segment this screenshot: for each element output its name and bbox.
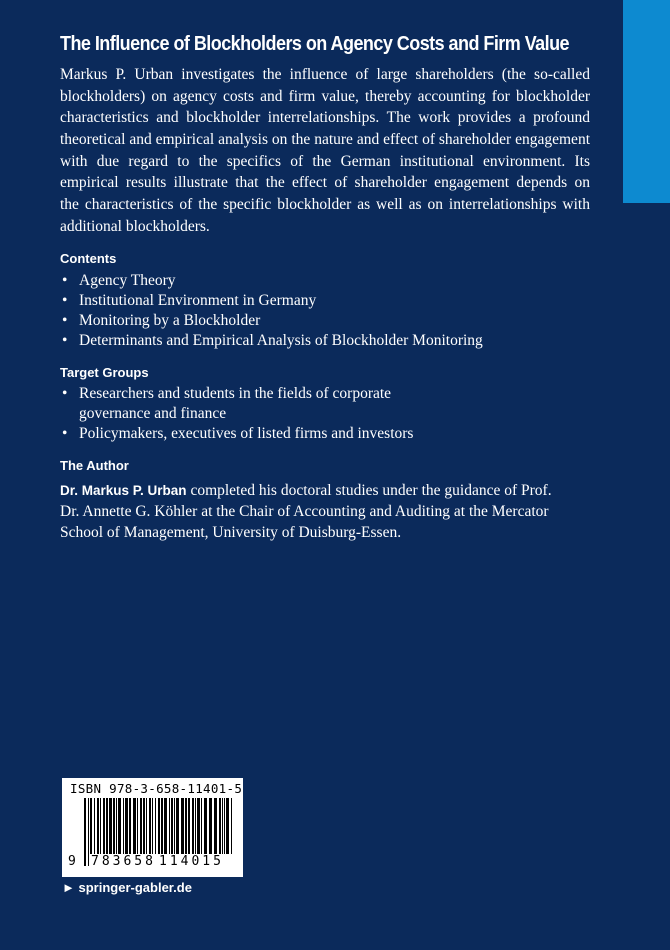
barcode-bar (149, 798, 151, 854)
description-line: characteristics and blockholder interrelationships. The work provides a profound (60, 109, 590, 127)
barcode-bar (214, 798, 217, 854)
barcode-bar (195, 798, 196, 854)
list-item-continuation (60, 404, 413, 424)
bullet-icon: • (62, 385, 68, 402)
author-name: Dr. Markus P. Urban (60, 483, 187, 498)
list-item (60, 331, 483, 351)
arrow-icon: ► (62, 880, 75, 895)
barcode-bar (137, 798, 138, 854)
list-item-text: Agency Theory (79, 272, 176, 289)
barcode-bar (192, 798, 194, 854)
author-heading: The Author (60, 458, 129, 473)
barcode-bar (116, 798, 117, 854)
list-item (60, 291, 483, 311)
barcode-bar (188, 798, 190, 854)
barcode-digits-right: 114015 (159, 854, 224, 869)
list-item (60, 384, 413, 404)
description-line: additional blockholders. (60, 217, 210, 235)
barcode-bar (155, 798, 156, 854)
website-text: springer-gabler.de (78, 880, 192, 895)
barcode-bar (109, 798, 112, 854)
description-line: blockholders) on agency costs and firm value, thereby accounting for blockholder (60, 87, 590, 105)
barcode-bar (123, 798, 124, 854)
isbn-text: ISBN 978-3-658-11401-5 (70, 781, 243, 796)
barcode-bar (129, 798, 131, 854)
bullet-icon: • (62, 332, 68, 349)
isbn-barcode (62, 778, 243, 877)
barcode-bar (106, 798, 108, 854)
barcode-bar (146, 798, 147, 854)
author-text: School of Management, University of Duisburg-Essen. (60, 524, 402, 541)
barcode-bar (158, 798, 160, 854)
description-line: empirical results illustrate that the effect of shareholder engagement depends on (60, 174, 590, 192)
book-title: The Influence of Blockholders on Agency Costs and Firm Value (60, 33, 570, 55)
contents-list (60, 271, 483, 351)
list-item-text: Institutional Environment in Germany (79, 292, 317, 309)
barcode-digits-left: 783658 (91, 854, 156, 869)
barcode-bar (97, 798, 99, 854)
barcode-bar (118, 798, 121, 854)
description-line: theoretical and empirical analysis on the nature and effect of shareholder engagement (60, 131, 590, 149)
barcode-bar (90, 798, 92, 854)
barcode-bar (224, 798, 225, 854)
barcode-bar (143, 798, 145, 854)
barcode-bar (125, 798, 128, 854)
barcode-bar (133, 798, 136, 854)
list-item-text: governance and finance (79, 405, 227, 422)
barcode-bar (171, 798, 173, 854)
bullet-icon: • (62, 312, 68, 329)
bullet-icon: • (62, 425, 68, 442)
barcode-bar (209, 798, 212, 854)
barcode-bar (219, 798, 221, 854)
bullet-icon: • (62, 292, 68, 309)
accent-bar (623, 0, 670, 203)
barcode-bar (84, 798, 86, 866)
list-item (60, 271, 483, 291)
barcode-bar (204, 798, 207, 854)
list-item-text: Policymakers, executives of listed firms and investors (79, 425, 414, 442)
barcode-bar (140, 798, 142, 854)
description-line: with due regard to the specifics of the German institutional environment. Its (60, 152, 590, 170)
barcode-bar (226, 798, 229, 854)
barcode-bar (94, 798, 95, 854)
barcode-bar (88, 798, 89, 866)
barcode-bar (103, 798, 105, 854)
author-text: Dr. Annette G. Köhler at the Chair of Accounting and Auditing at the Mercator (60, 503, 549, 520)
description (60, 64, 590, 238)
target-groups-heading: Target Groups (60, 365, 149, 380)
barcode-bar (222, 798, 223, 854)
list-item-text: Determinants and Empirical Analysis of Blockholder Monitoring (79, 332, 483, 349)
description-line: the characteristics of the specific blockholder as well as on interrelationships with (60, 196, 590, 214)
website-link[interactable] (62, 880, 192, 895)
author-text: completed his doctoral studies under the guidance of Prof. (186, 482, 552, 499)
barcode-digit: 9 (68, 854, 79, 869)
barcode-bar (201, 798, 202, 854)
list-item-text: Monitoring by a Blockholder (79, 312, 261, 329)
list-item-text: Researchers and students in the fields of corporate (79, 385, 392, 402)
target-groups-list (60, 384, 413, 444)
barcode-bar (169, 798, 170, 854)
barcode-bar (164, 798, 167, 854)
description-line: Markus P. Urban investigates the influence of large shareholders (the so-called (60, 66, 590, 83)
barcode-bar (152, 798, 153, 854)
barcode-bar (100, 798, 101, 854)
barcode-bar (113, 798, 115, 854)
list-item (60, 424, 413, 444)
bullet-icon: • (62, 272, 68, 289)
barcode-bar (197, 798, 200, 854)
contents-heading: Contents (60, 251, 117, 266)
barcode-bar (161, 798, 163, 854)
barcode-bar (185, 798, 187, 854)
list-item (60, 311, 483, 331)
barcode-bar (231, 798, 232, 854)
author-bio (60, 480, 552, 543)
barcode-bar (174, 798, 175, 854)
